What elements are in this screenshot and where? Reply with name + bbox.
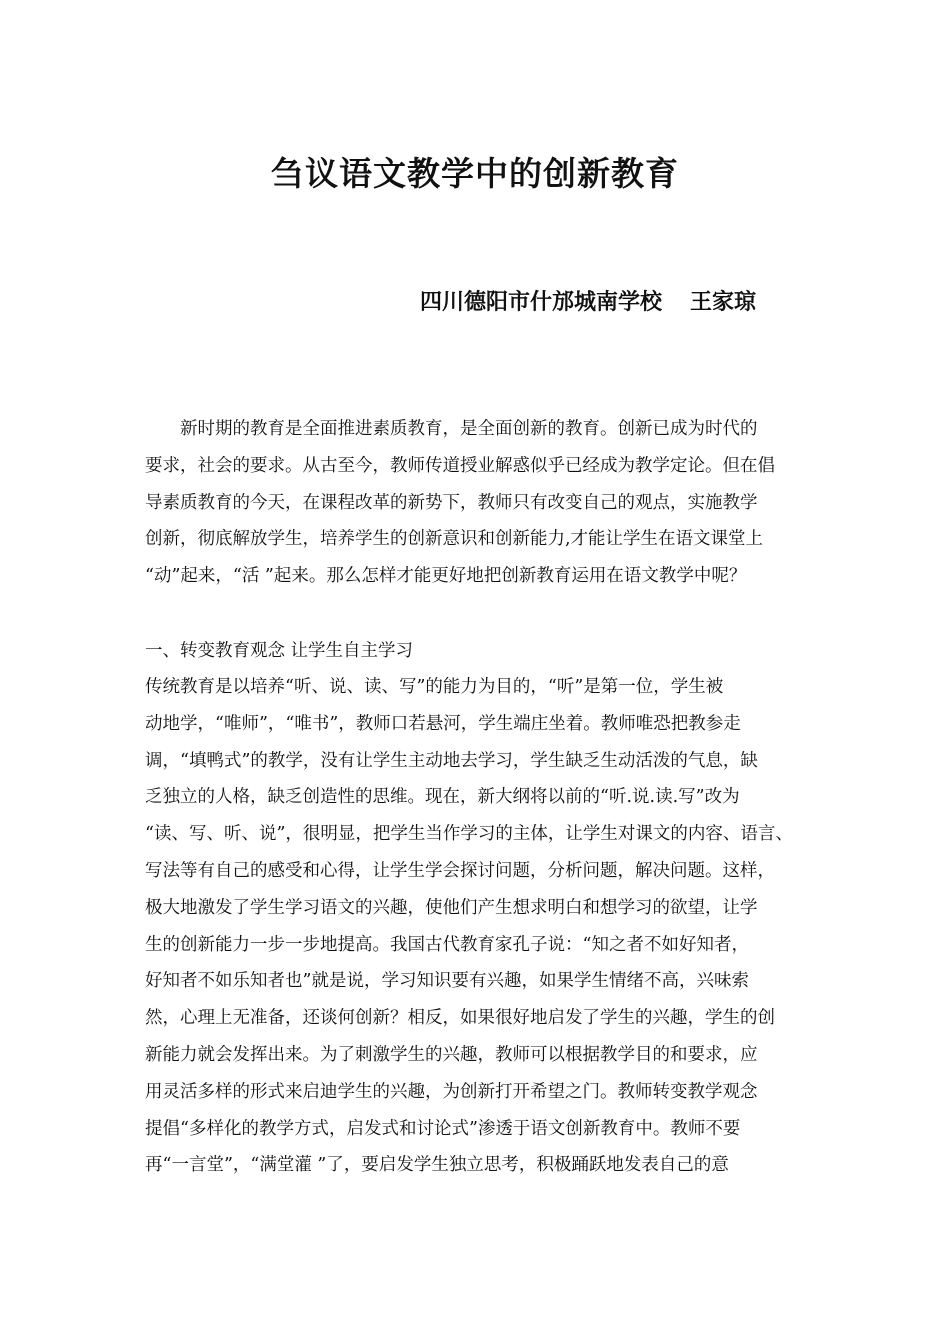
intro-paragraph [145, 411, 810, 595]
paragraph-line: 用灵活多样的形式来启迪学生的兴趣，为创新打开希望之门。教师转变教学观念 [145, 1081, 758, 1102]
paragraph-line: 再“一言堂”，“满堂灌 ”了，要启发学生独立思考，积极踊跃地发表自己的意 [145, 1155, 729, 1176]
paragraph-line: “读、写、听、说”，很明显，把学生当作学习的主体，让学生对课文的内容、语言、 [145, 824, 793, 845]
paragraph-line: “动”起来，“活 ”起来。那么怎样才能更好地把创新教育运用在语文教学中呢？ [145, 566, 747, 587]
paragraph-line: 写法等有自己的感受和心得，让学生学会探讨问题，分析问题，解决问题。这样， [145, 860, 775, 881]
paragraph-line: 然，心理上无准备，还谈何创新？相反，如果很好地启发了学生的兴趣，学生的创 [145, 1008, 775, 1029]
paragraph-line: 动地学，“唯师”，“唯书”，教师口若悬河，学生端庄坐着。教师唯恐把教参走 [145, 713, 741, 734]
paragraph-line: 提倡“多样化的教学方式，启发式和讨论式”渗透于语文创新教育中。教师不要 [145, 1118, 741, 1139]
author-name: 王家琼 [690, 290, 757, 315]
paragraph-line: 生的创新能力一步一步地提高。我国古代教育家孔子说：“知之者不如好知者， [145, 934, 749, 955]
author-line [420, 288, 756, 318]
paragraph-line: 调，“填鸭式”的教学，没有让学生主动地去学习，学生缺乏生动活泼的气息，缺 [145, 750, 758, 771]
paragraph-line: 极大地激发了学生学习语文的兴趣，使他们产生想求明白和想学习的欲望，让学 [145, 897, 758, 918]
paragraph-line: 好知者不如乐知者也”就是说，学习知识要有兴趣，如果学生情绪不高，兴味索 [145, 971, 749, 992]
paragraph-line: 传统教育是以培养“听、说、读、写”的能力为目的，“听”是第一位，学生被 [145, 677, 724, 697]
paragraph-line: 乏独立的人格，缺乏创造性的思维。现在，新大纲将以前的“听.说.读.写”改为 [145, 787, 740, 808]
section-heading: 一、转变教育观念 让学生自主学习 [145, 641, 414, 661]
paragraph-line: 要求，社会的要求。从古至今，教师传道授业解惑似乎已经成为教学定论。但在倡 [145, 455, 775, 476]
document-title: 刍议语文教学中的创新教育 [271, 154, 679, 193]
section-paragraph [145, 669, 810, 1184]
paragraph-line: 新时期的教育是全面推进素质教育，是全面创新的教育。创新已成为时代的 [145, 419, 758, 439]
paragraph-line: 新能力就会发挥出来。为了刺激学生的兴趣，教师可以根据教学目的和要求，应 [145, 1044, 758, 1065]
author-school: 四川德阳市什邡城南学校 [420, 290, 663, 315]
paragraph-line: 创新，彻底解放学生，培养学生的创新意识和创新能力,才能让学生在语文课堂上 [145, 529, 764, 550]
paragraph-line: 导素质教育的今天，在课程改革的新势下，教师只有改变自己的观点，实施教学 [145, 492, 758, 513]
